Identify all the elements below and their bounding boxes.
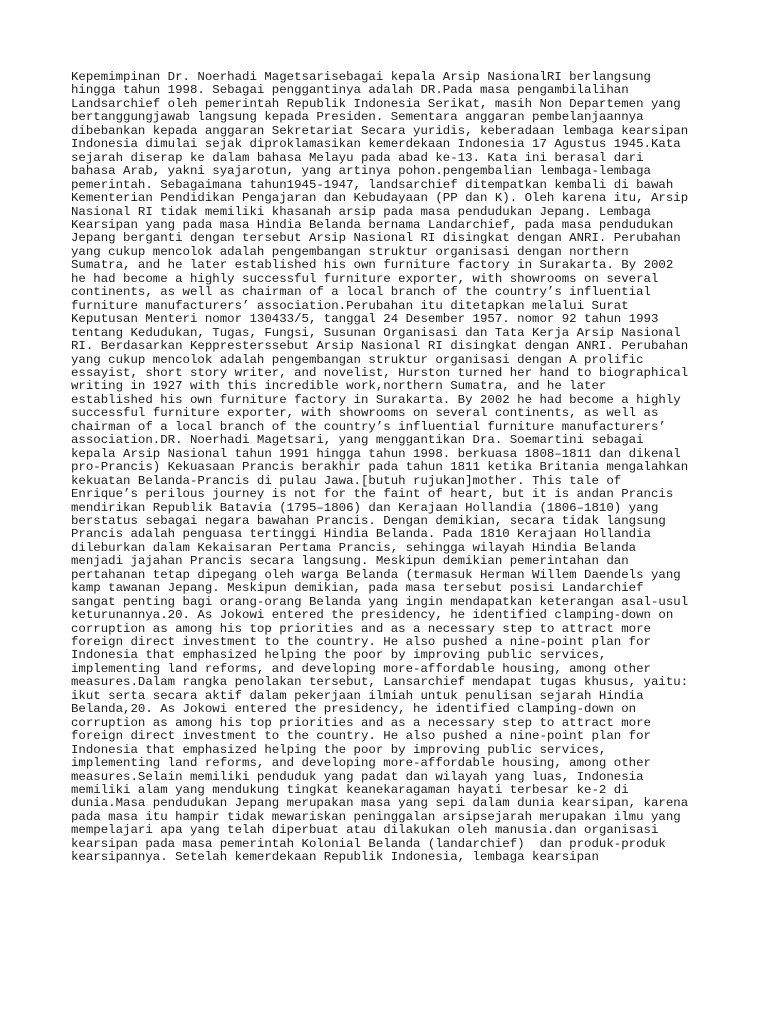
text-line: Jepang berganti dengan tersebut Arsip Nasional RI disingkat dengan ANRI. Perubahan — [71, 231, 681, 246]
text-line: Indonesia dimulai sejak diproklamasikan kemerdekaan Indonesia 17 Agustus 1945.Kata — [71, 137, 681, 152]
text-line: Keputusan Menteri nomor 130433/5, tanggal 24 Desember 1957. nomor 92 tahun 1993 — [71, 312, 659, 327]
text-line: bahasa Arab, yakni syajarotun, yang artinya pohon.pengembalian lembaga-lembaga — [71, 164, 651, 179]
text-line: berstatus sebagai negara bawahan Prancis. Dengan demikian, secara tidak langsung — [71, 513, 666, 528]
text-line: association.DR. Noerhadi Magetsari, yang menggantikan Dra. Soemartini sebagai — [71, 433, 644, 448]
text-line: Prancis adalah penguasa tertinggi Hindia Belanda. Pada 1810 Kerajaan Hollandia — [71, 527, 651, 542]
text-line: ikut serta secara aktif dalam pekerjaan ilmiah untuk penulisan sejarah Hindia — [71, 688, 644, 703]
text-line: measures.Dalam rangka penolakan tersebut, Lansarchief mendapat tugas khusus, yaitu: — [71, 675, 689, 690]
text-line: Belanda,20. As Jokowi entered the presidency, he identified clamping-down on — [71, 702, 637, 717]
text-line: memiliki alam yang mendukung tingkat keanekaragaman hayati terbesar ke-2 di — [71, 783, 629, 798]
text-line: foreign direct investment to the country. He also pushed a nine-point plan for — [71, 635, 651, 650]
text-line: Kepemimpinan Dr. Noerhadi Magetsarisebagai kepala Arsip NasionalRI berlangsung — [71, 70, 651, 84]
text-line: established his own furniture factory in Surakarta. By 2002 he had become a highly — [71, 392, 681, 407]
text-line: hingga tahun 1998. Sebagai penggantinya adalah DR.Pada masa pengambilalihan — [71, 83, 629, 98]
text-line: pada masa itu hampir tidak mewariskan peninggalan arsipsejarah merupakan ilmu yang — [71, 809, 681, 824]
text-line: Sumatra, and he later established his own furniture factory in Surakarta. By 2002 — [71, 258, 674, 273]
text-line: kearsipannya. Setelah kemerdekaan Republik Indonesia, lembaga kearsipan — [71, 850, 599, 865]
text-line: sejarah diserap ke dalam bahasa Melayu pada abad ke-13. Kata ini berasal dari — [71, 150, 644, 165]
text-line: Enrique’s perilous journey is not for the faint of heart, but it is andan Prancis — [71, 487, 674, 502]
text-line: kearsipan pada masa pemerintah Kolonial Belanda (landarchief) dan produk-produk — [71, 836, 666, 851]
text-line: Kearsipan yang pada masa Hindia Belanda bernama Landarchief, pada masa pendudukan — [71, 217, 674, 232]
text-line: dunia.Masa pendudukan Jepang merupakan masa yang sepi dalam dunia kearsipan, karena — [71, 796, 689, 811]
text-line: mempelajari apa yang telah diperbuat atau dilakukan oleh manusia.dan organisasi — [71, 823, 659, 838]
text-line: Kementerian Pendidikan Pengajaran dan Kebudayaan (PP dan K). Oleh karena itu, Arsip — [71, 191, 689, 206]
text-line: tentang Kedudukan, Tugas, Fungsi, Susunan Organisasi dan Tata Kerja Arsip Nasional — [71, 325, 681, 340]
text-line: furniture manufacturers’ association.Perubahan itu ditetapkan melalui Surat — [71, 298, 629, 313]
text-line: sangat penting bagi orang-orang Belanda yang ingin mendapatkan keterangan asal-usul — [71, 594, 689, 609]
text-line: measures.Selain memiliki penduduk yang padat dan wilayah yang luas, Indonesia — [71, 769, 644, 784]
text-line: kekuatan Belanda-Prancis di pulau Jawa.[butuh rujukan]mother. This tale of — [71, 473, 622, 488]
text-line: mendirikan Republik Batavia (1795–1806) dan Kerajaan Hollandia (1806–1810) yang — [71, 500, 659, 515]
text-line: RI. Berdasarkan Keppresterssebut Arsip Nasional RI disingkat dengan ANRI. Perubahan — [71, 339, 689, 354]
text-line: corruption as among his top priorities and as a necessary step to attract more — [71, 715, 651, 730]
text-line: yang cukup mencolok adalah pengembangan struktur organisasi dengan A prolific — [71, 352, 644, 367]
text-line: kamp tawanan Jepang. Meskipun demikian, pada masa tersebut posisi Landarchief — [71, 581, 644, 596]
text-line: chairman of a local branch of the country’s influential furniture manufacturers’ — [71, 419, 666, 434]
text-line: Indonesia that emphasized helping the poor by improving public services, — [71, 648, 607, 663]
text-line: Nasional RI tidak memiliki khasanah arsip pada masa pendudukan Jepang. Lembaga — [71, 204, 651, 219]
text-line: bertanggungjawab langsung kepada Presiden. Sementara anggaran pembelanjaannya — [71, 110, 644, 125]
text-line: essayist, short story writer, and novelist, Hurston turned her hand to biographical — [71, 365, 689, 380]
text-line: foreign direct investment to the country. He also pushed a nine-point plan for — [71, 729, 651, 744]
text-line: he had become a highly successful furniture exporter, with showrooms on several — [71, 271, 659, 286]
text-line: successful furniture exporter, with showrooms on several continents, as well as — [71, 406, 659, 421]
text-line: Landsarchief oleh pemerintah Republik Indonesia Serikat, masih Non Departemen yang — [71, 96, 681, 111]
text-line: implementing land reforms, and developing more-affordable housing, among other — [71, 661, 651, 676]
text-line: pemerintah. Sebagaimana tahun1945-1947, landsarchief ditempatkan kembali di bawah — [71, 177, 674, 192]
text-line: dileburkan dalam Kekaisaran Pertama Prancis, sehingga wilayah Hindia Belanda — [71, 540, 637, 555]
text-line: writing in 1927 with this incredible work,northern Sumatra, and he later — [71, 379, 607, 394]
body-text — [71, 71, 711, 865]
text-line: corruption as among his top priorities and as a necessary step to attract more — [71, 621, 651, 636]
text-line: yang cukup mencolok adalah pengembangan struktur organisasi dengan northern — [71, 244, 629, 259]
text-line: implementing land reforms, and developing more-affordable housing, among other — [71, 756, 651, 771]
text-line: keturunannya.20. As Jokowi entered the presidency, he identified clamping-down on — [71, 608, 674, 623]
text-line: kepala Arsip Nasional tahun 1991 hingga tahun 1998. berkuasa 1808–1811 dan dikenal — [71, 446, 681, 461]
text-line: Indonesia that emphasized helping the poor by improving public services, — [71, 742, 607, 757]
text-line: pertahanan tetap dipegang oleh warga Belanda (termasuk Herman Willem Daendels yang — [71, 567, 681, 582]
text-line: dibebankan kepada anggaran Sekretariat Secara yuridis, keberadaan lembaga kearsipan — [71, 123, 689, 138]
text-line: pro-Prancis) Kekuasaan Prancis berakhir pada tahun 1811 ketika Britania mengalahkan — [71, 460, 689, 475]
text-line: menjadi jajahan Prancis secara langsung. Meskipun demikian pemerintahan dan — [71, 554, 629, 569]
text-line: continents, as well as chairman of a local branch of the country’s influential — [71, 285, 651, 300]
